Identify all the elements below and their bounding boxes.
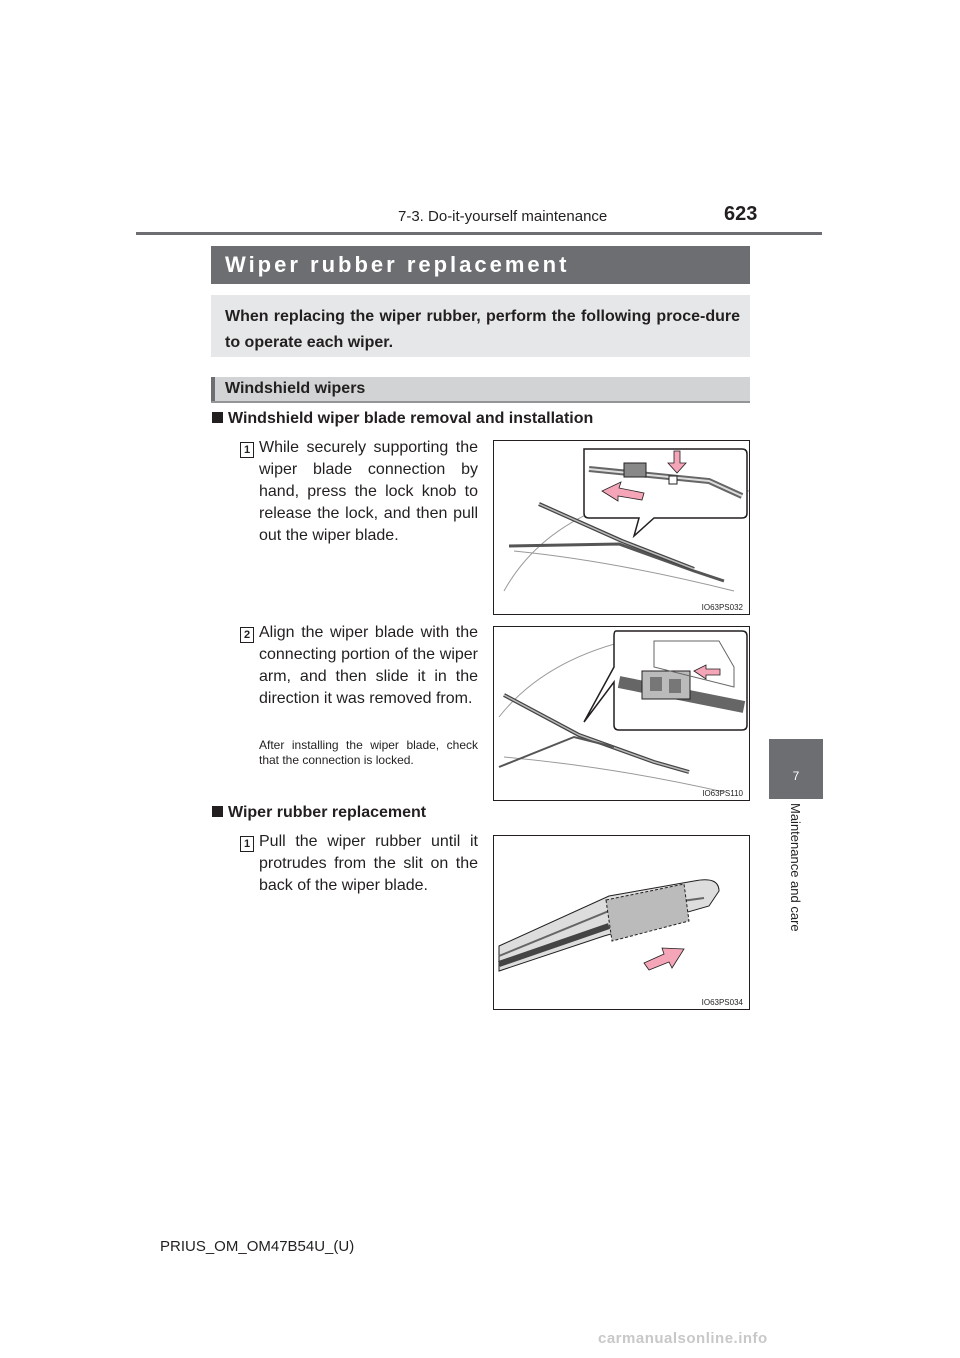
intro-text: When replacing the wiper rubber, perform the following proce-dure to operate each wiper. [225, 308, 740, 351]
chapter-title: Maintenance and care [788, 803, 803, 932]
step-text [259, 437, 478, 547]
step-text [259, 622, 478, 710]
subsection-bar [211, 377, 750, 403]
step-note: After installing the wiper blade, check that the connection is locked. [259, 738, 478, 767]
figure-code: IO63PS032 [701, 603, 743, 612]
chapter-number: 7 [792, 769, 800, 783]
wiper-installation-illustration [494, 627, 749, 800]
header-rule [136, 232, 822, 235]
rubber-replacement-illustration [494, 836, 749, 1009]
blade-section-heading-text: Windshield wiper blade removal and installation [228, 410, 594, 427]
chapter-tab [769, 739, 823, 799]
page-title: Wiper rubber replacement [225, 252, 570, 277]
subsection-title: Windshield wipers [225, 380, 366, 397]
watermark: carmanualsonline.info [598, 1330, 768, 1347]
running-header-section: 7-3. Do-it-yourself maintenance [398, 208, 608, 225]
chapter-title-tab [770, 803, 822, 963]
wiper-removal-illustration [494, 441, 749, 614]
intro-box [211, 295, 750, 357]
rubber-section-heading [212, 804, 426, 822]
figure-rubber-replacement [493, 835, 750, 1010]
figure-wiper-removal [493, 440, 750, 615]
step-number-badge: 1 [240, 442, 254, 458]
step-number-badge: 1 [240, 836, 254, 852]
document-code: PRIUS_OM_OM47B54U_(U) [160, 1238, 355, 1255]
subsection-bar-edge [211, 377, 215, 401]
step-number-badge: 2 [240, 627, 254, 643]
rubber-step-1-text: Pull the wiper rubber until it protrudes from the slit on the back of the wiper blade. [259, 833, 478, 894]
figure-wiper-installation [493, 626, 750, 801]
blade-section-heading [212, 410, 593, 428]
step-text [259, 831, 478, 897]
step-2-text: Align the wiper blade with the connecting portion of the wiper arm, and then slide it in the direction it was removed from. [259, 624, 478, 707]
figure-code: IO63PS110 [702, 789, 743, 798]
page-number: 623 [724, 203, 758, 225]
step-1-text: While securely supporting the wiper blade connection by hand, press the lock knob to release the lock, and then pull out the wiper blade. [259, 439, 478, 544]
figure-code: IO63PS034 [701, 998, 743, 1007]
page-title-bar [211, 246, 750, 284]
square-bullet-icon [212, 412, 223, 423]
square-bullet-icon [212, 806, 223, 817]
rubber-section-heading-text: Wiper rubber replacement [228, 804, 427, 821]
